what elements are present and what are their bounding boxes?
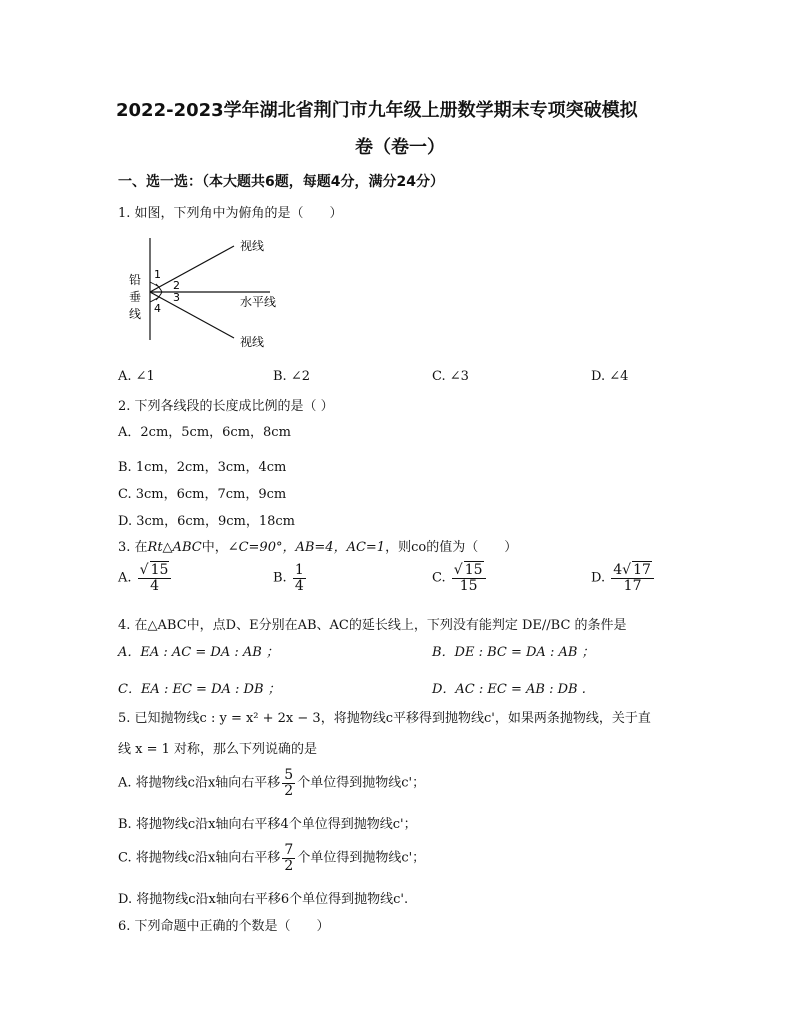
question-1-figure xyxy=(118,228,318,358)
angle-label-3: 3 xyxy=(173,291,180,304)
question-5-option-a: A. 将抛物线c沿x轴向右平移 $\frac{5}{2}$ 个单位得到抛物线c'； xyxy=(118,767,426,799)
question-3-stem xyxy=(118,536,517,555)
angle-label-1: 1 xyxy=(154,268,161,281)
q3-stem-post: ，则co的值为（ ） xyxy=(385,540,518,555)
question-3-option-a: A. $\frac{√ 15}{4}$ xyxy=(118,563,173,593)
question-1-option-a: A. ∠1 xyxy=(118,369,155,384)
question-4-option-c: C．EA : EC = DA : DB ； xyxy=(118,682,281,697)
q3-condition: ∠C=90°，AB=4，AC=1 xyxy=(227,540,386,555)
question-5-option-c: C. 将抛物线c沿x轴向右平移 $\frac{7}{2}$ 个单位得到抛物线c'； xyxy=(118,842,426,874)
fraction: $\frac{√ 15}{15}$ xyxy=(452,563,486,593)
question-3-option-d: D. $\frac{4√ 17}{17}$ xyxy=(591,563,656,593)
page-title-line2: 卷（卷一） xyxy=(355,137,445,158)
plumb-label-2: 垂 xyxy=(129,290,142,304)
question-5-option-b: B. 将抛物线c沿x轴向右平移4个单位得到抛物线c'； xyxy=(118,817,417,832)
sight-line-top-label: 视线 xyxy=(240,239,265,253)
page-title-line1: 2022-2023学年湖北省荆门市九年级上册数学期末专项突破模拟 xyxy=(116,100,638,121)
question-2-option-a: A．2cm，5cm，6cm，8cm xyxy=(118,425,291,440)
fraction: $\frac{7}{2}$ xyxy=(284,842,294,874)
question-5-stem-line2: 线 x = 1 对称，那么下列说确的是 xyxy=(118,742,318,757)
fraction: $\frac{√ 15}{4}$ xyxy=(138,563,172,593)
sight-line-bottom-label: 视线 xyxy=(240,335,265,349)
question-4-option-b: B．DE : BC = DA : AB ； xyxy=(432,645,595,660)
plumb-label-1: 铅 xyxy=(129,273,142,287)
plumb-label-3: 线 xyxy=(129,307,142,321)
q3-stem-mid: 中， xyxy=(201,540,228,555)
question-3-option-c: C. $\frac{√ 15}{15}$ xyxy=(432,563,488,593)
question-2-stem: 2. 下列各线段的长度成比例的是（ ） xyxy=(118,399,334,414)
question-4-stem: 4. 在△ABC中，点D、E分别在AB、AC的延长线上，下列没有能判定 DE//BC 的条件是 xyxy=(118,618,627,633)
question-1-stem: 1. 如图，下列角中为俯角的是（ ） xyxy=(118,206,343,221)
horizontal-line-label: 水平线 xyxy=(240,295,277,309)
angle-label-4: 4 xyxy=(154,302,161,315)
angle-label-2: 2 xyxy=(173,279,180,292)
fraction: $\frac{5}{2}$ xyxy=(284,767,294,799)
question-2-option-c: C. 3cm，6cm，7cm，9cm xyxy=(118,487,287,502)
question-1-option-c: C. ∠3 xyxy=(432,369,469,384)
angle-diagram xyxy=(118,228,318,358)
fraction: $\frac{4√ 17}{17}$ xyxy=(611,563,654,593)
question-4-option-d: D．AC : EC = AB : DB . xyxy=(432,682,586,697)
question-5-option-d: D. 将抛物线c沿x轴向右平移6个单位得到抛物线c'. xyxy=(118,892,409,907)
question-2-option-d: D. 3cm，6cm，9cm，18cm xyxy=(118,514,296,529)
question-6-stem: 6. 下列命题中正确的个数是（ ） xyxy=(118,919,330,934)
question-2-option-b: B. 1cm，2cm，3cm，4cm xyxy=(118,460,287,475)
fraction: $\frac{1}{4}$ xyxy=(294,562,304,594)
question-4-option-a: A．EA : AC = DA : AB ； xyxy=(118,645,279,660)
question-1-option-d: D. ∠4 xyxy=(591,369,629,384)
q3-triangle: Rt△ABC xyxy=(147,540,202,555)
section-heading: 一、选一选：（本大题共6题，每题4分，满分24分） xyxy=(118,174,444,190)
question-3-option-b: B. $\frac{1}{4}$ xyxy=(273,562,304,594)
q3-stem-pre: 3. 在 xyxy=(118,540,148,555)
question-1-option-b: B. ∠2 xyxy=(273,369,310,384)
question-5-stem-line1: 5. 已知抛物线c : y = x² + 2x − 3，将抛物线c平移得到抛物线c'，如果两条抛物线，关于直 xyxy=(118,711,651,726)
